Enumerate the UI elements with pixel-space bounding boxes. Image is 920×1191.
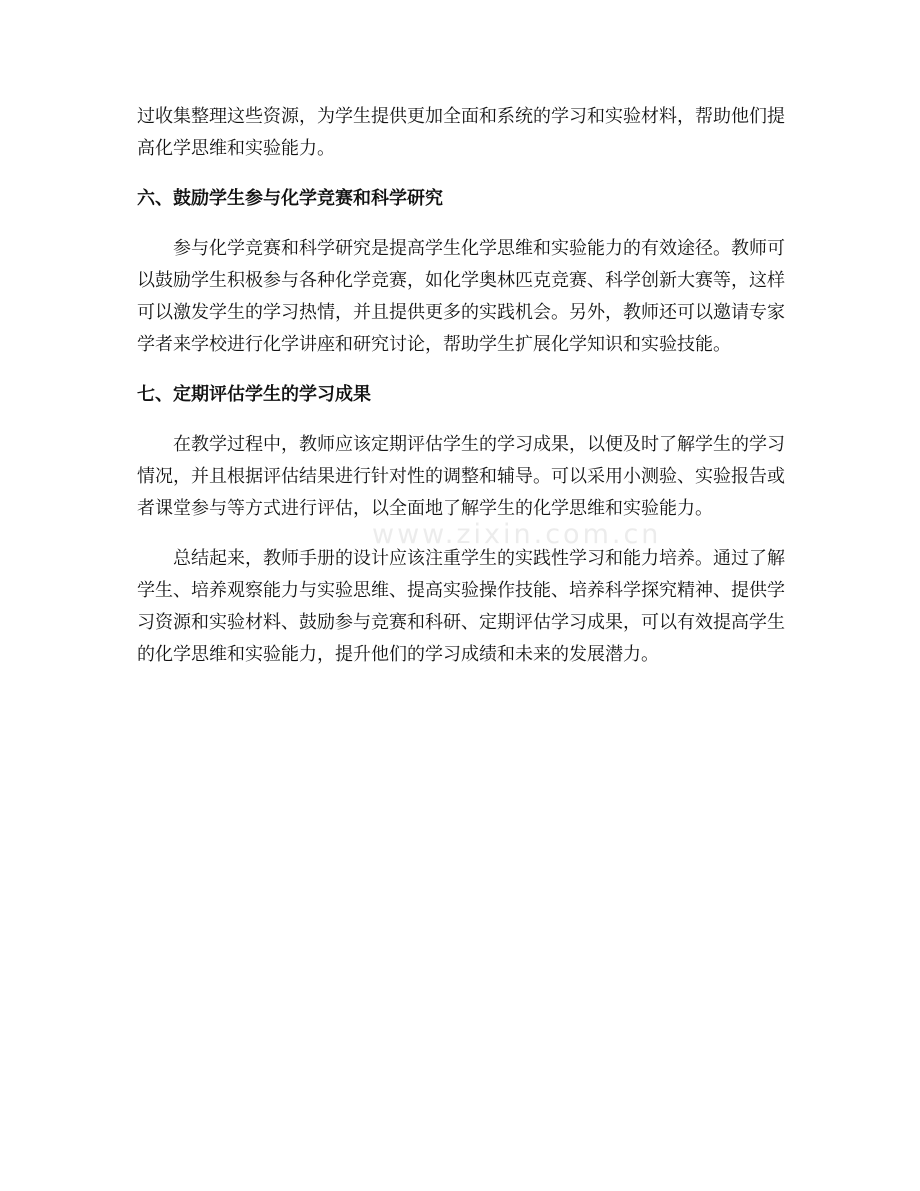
- body-paragraph: 过收集整理这些资源，为学生提供更加全面和系统的学习和实验材料，帮助他们提高化学思维和实验能力。: [137, 106, 785, 159]
- section-heading-6: 六、鼓励学生参与化学竞赛和科学研究: [137, 188, 443, 209]
- watermark: www.zixin.com.cn: [372, 519, 662, 550]
- document-content: [137, 101, 785, 689]
- body-paragraph: 参与化学竞赛和科学研究是提高学生化学思维和实验能力的有效途径。教师可以鼓励学生积极参与各种化学竞赛，如化学奥林匹克竞赛、科学创新大赛等，这样可以激发学生的学习热情，并且提供更多的实践机会。另外，教师还可以邀请专家学者来学校进行化学讲座和研究讨论，帮助学生扩展化学知识和实验技能。: [137, 238, 785, 355]
- body-paragraph: 在教学过程中，教师应该定期评估学生的学习成果，以便及时了解学生的学习情况，并且根据评估结果进行针对性的调整和辅导。可以采用小测验、实验报告或者课堂参与等方式进行评估，以全面地了解学生的化学思维和实验能力。: [137, 434, 785, 519]
- section-heading-7: 七、定期评估学生的学习成果: [137, 384, 371, 405]
- summary-paragraph: 总结起来，教师手册的设计应该注重学生的实践性学习和能力培养。通过了解学生、培养观察能力与实验思维、提高实验操作技能、培养科学探究精神、提供学习资源和实验材料、鼓励参与竞赛和科研、定期评估学习成果，可以有效提高学生的化学思维和实验能力，提升他们的学习成绩和未来的发展潜力。: [137, 548, 785, 665]
